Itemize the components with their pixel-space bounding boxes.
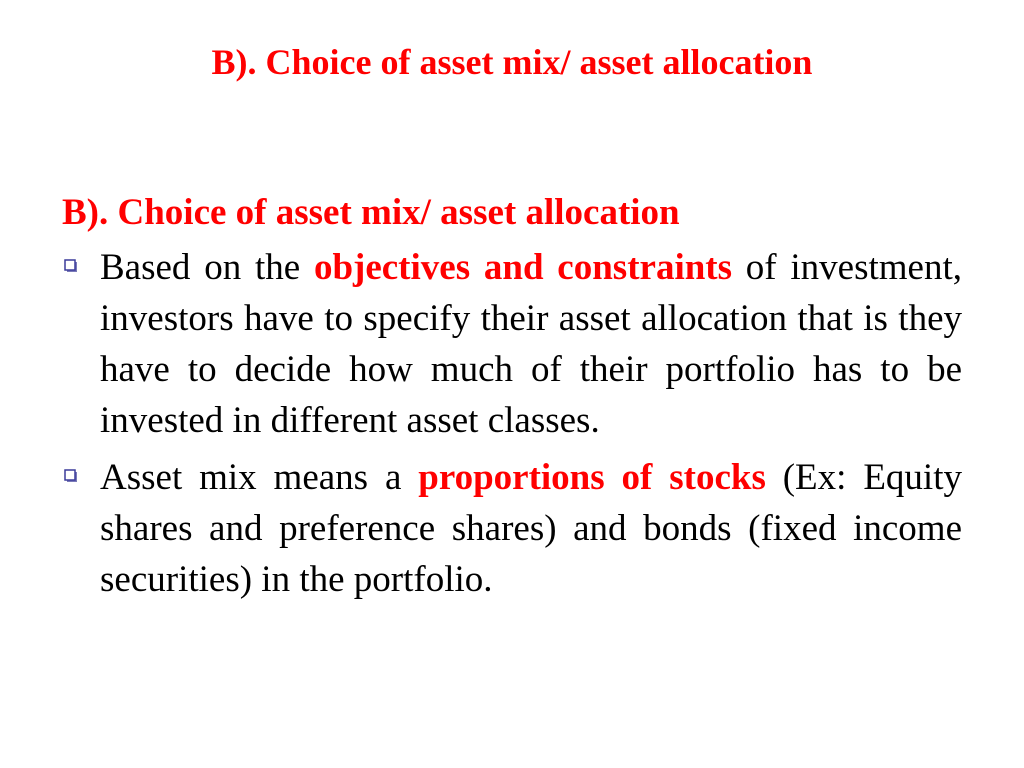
bullet-list: [62, 242, 962, 605]
bullet-highlight: proportions of stocks: [418, 457, 766, 498]
slide-content: [62, 188, 962, 611]
bullet-text-post: (Ex: Equity shares and preference shares) and bonds (fixed income securities) in the portfolio.: [100, 457, 962, 600]
section-heading: B). Choice of asset mix/ asset allocation: [62, 192, 680, 233]
bullet-item-asset-mix: [62, 452, 962, 605]
hollow-square-bullet-icon: [64, 259, 78, 273]
bullet-text-post: of investment, investors have to specify their asset allocation that is they have to decide how much of their portfolio has to be invested in different asset classes.: [100, 247, 963, 441]
bullet-item-asset-allocation: [62, 242, 962, 446]
hollow-square-bullet-icon: [64, 469, 78, 483]
bullet-text-pre: Based on the: [100, 247, 314, 288]
slide-title: B). Choice of asset mix/ asset allocation: [211, 42, 813, 82]
bullet-highlight: objectives and constraints: [313, 247, 733, 288]
bullet-text-pre: Asset mix means a: [100, 457, 419, 498]
